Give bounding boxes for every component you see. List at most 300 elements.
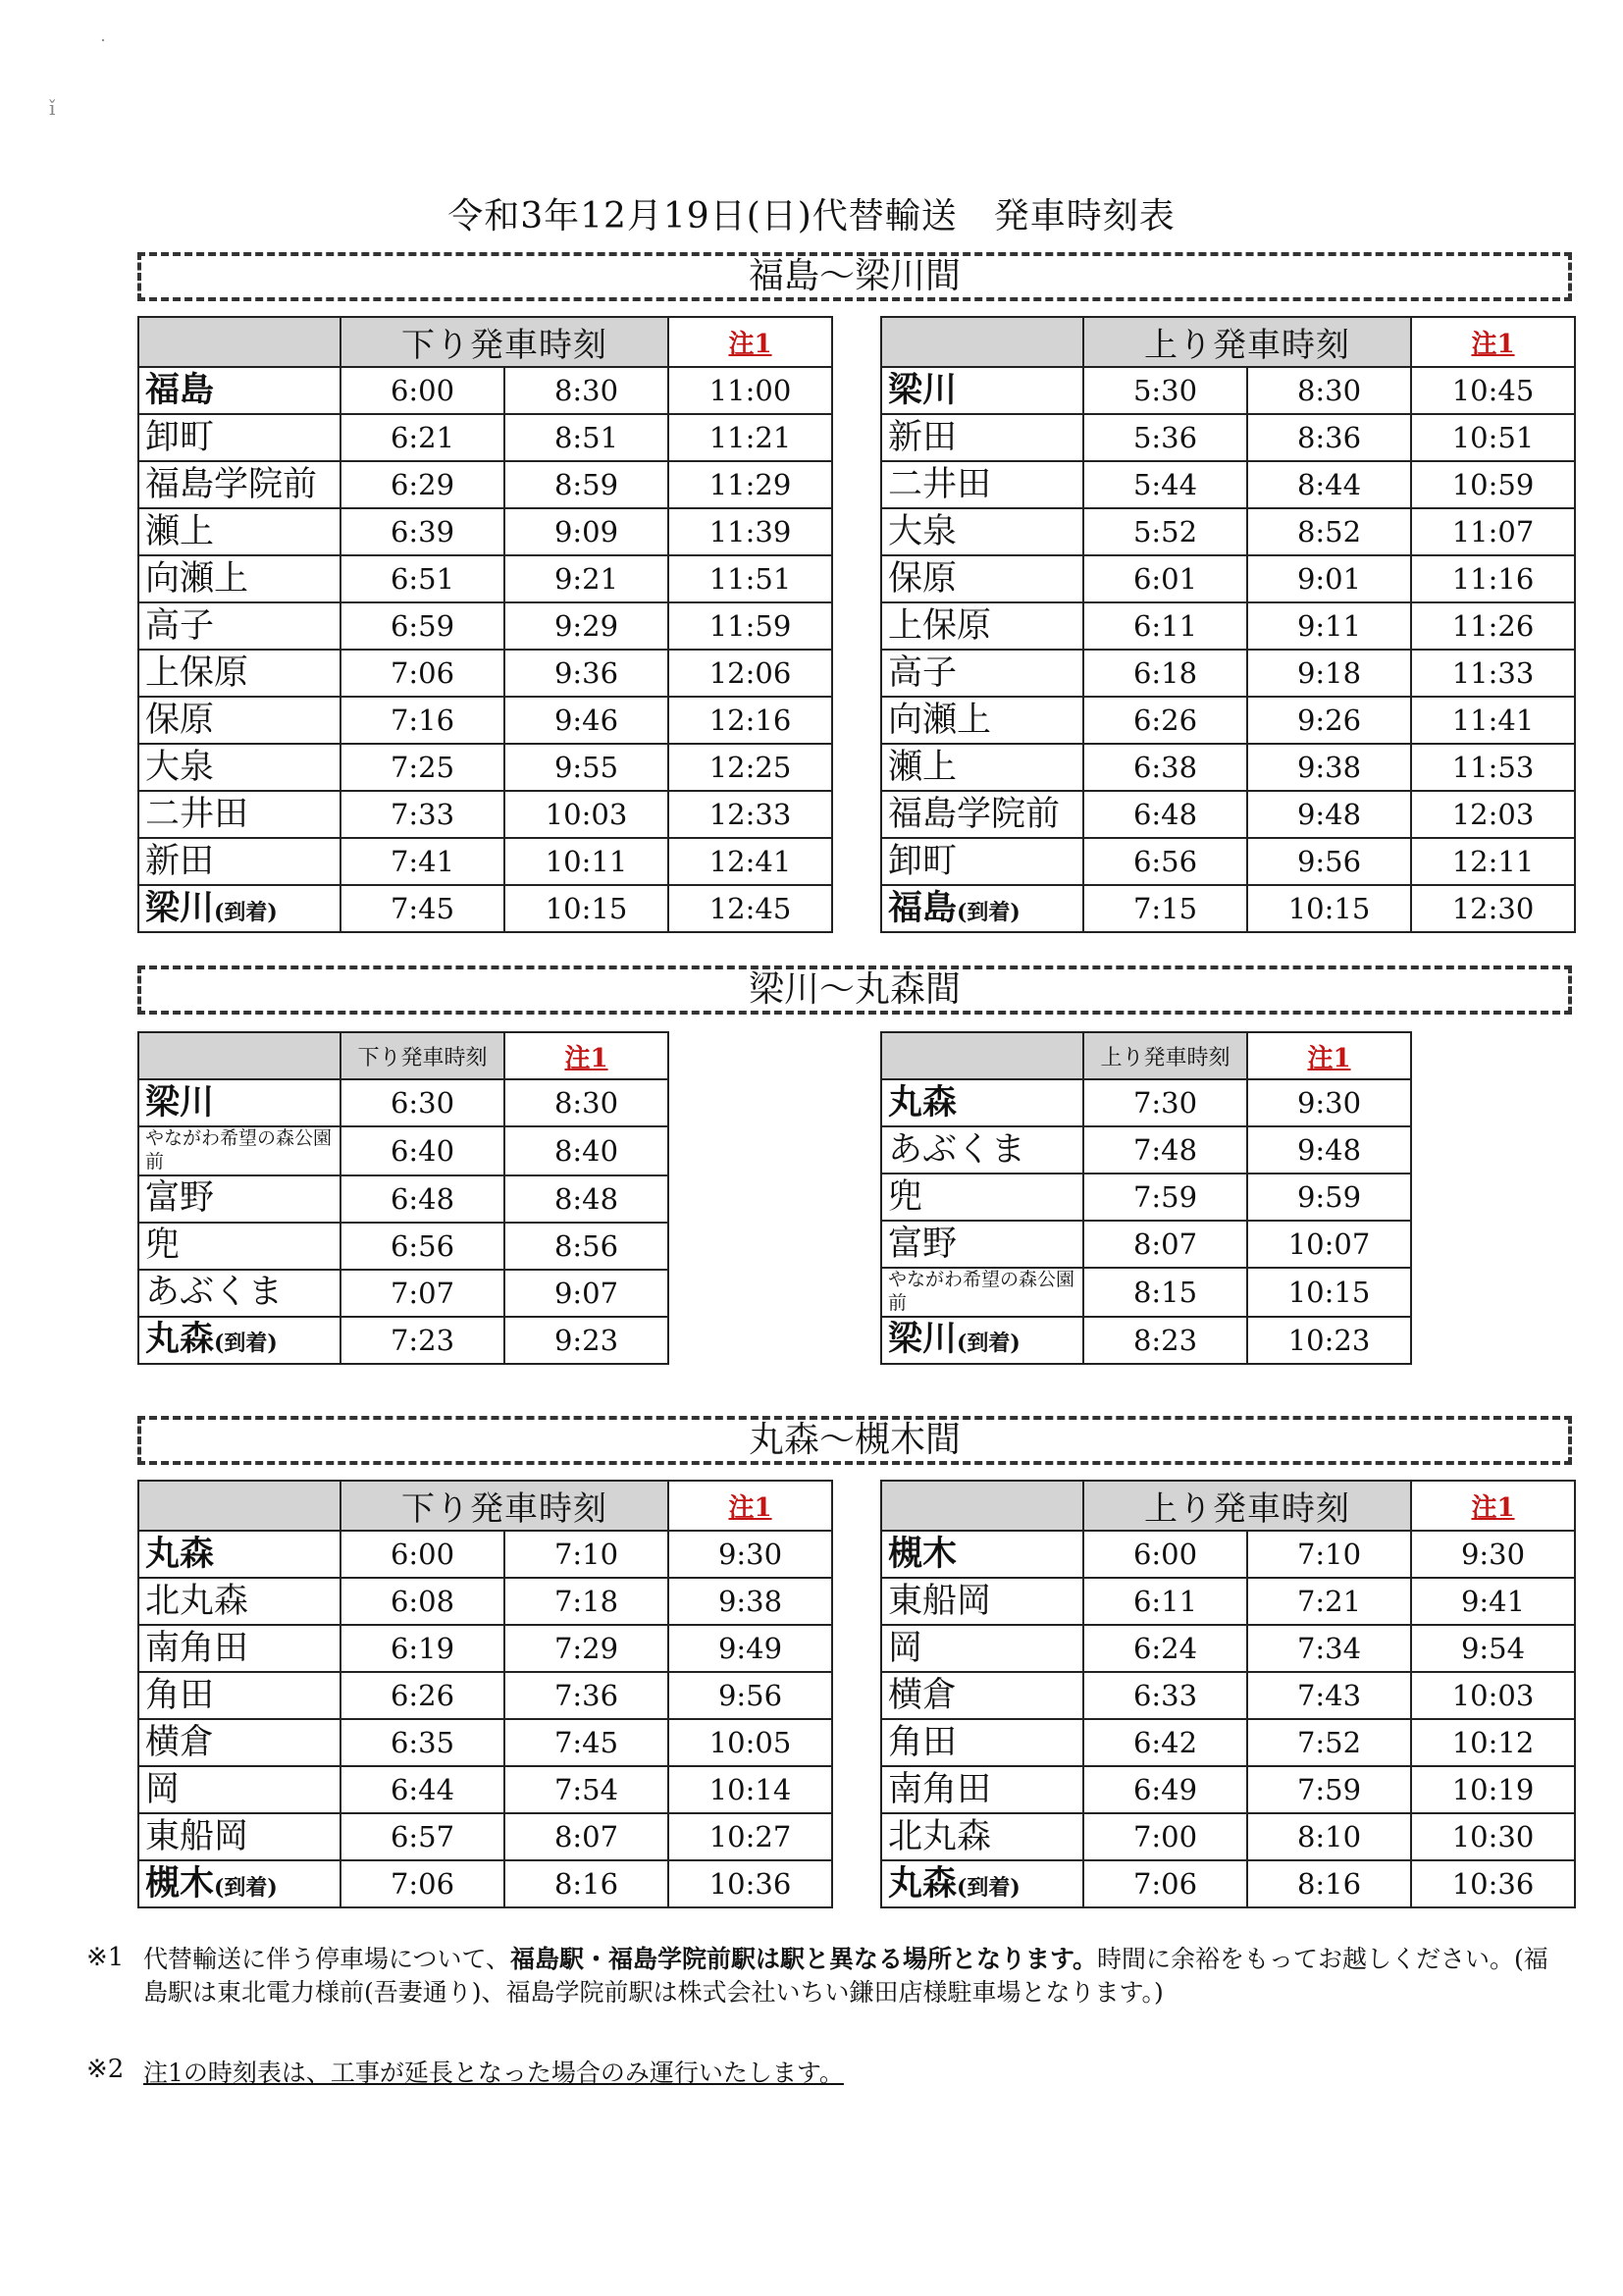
departure-time: 10:11 [504, 838, 668, 885]
station-cell [138, 1860, 340, 1907]
departure-time: 6:08 [340, 1578, 504, 1625]
station-name: 槻木 [145, 1862, 215, 1904]
departure-time: 10:36 [668, 1860, 832, 1907]
departure-time: 8:16 [1247, 1860, 1411, 1907]
station-cell [138, 1531, 340, 1578]
departure-time: 8:36 [1247, 414, 1411, 461]
timetable-up [880, 1031, 1412, 1365]
note-1-header: 注1 [668, 317, 832, 367]
header-blank-cell [138, 1032, 340, 1079]
timetable-row [138, 1766, 832, 1813]
station-name: 丸森 [145, 1533, 215, 1574]
departure-time: 7:43 [1247, 1672, 1411, 1719]
arrival-label: (到着) [957, 1331, 1021, 1357]
station-name: 兜 [888, 1176, 923, 1217]
timetable-row [138, 1223, 668, 1270]
station-cell [138, 1270, 340, 1317]
station-cell [881, 1719, 1083, 1766]
departure-time: 6:57 [340, 1813, 504, 1860]
departure-time: 8:07 [504, 1813, 668, 1860]
timetable-row [138, 791, 832, 838]
departure-time: 10:03 [1411, 1672, 1575, 1719]
departure-time: 6:30 [340, 1079, 504, 1126]
header-row [881, 1032, 1411, 1079]
departure-time: 6:21 [340, 414, 504, 461]
footnote-1 [143, 1943, 1556, 2009]
departure-time: 9:11 [1247, 602, 1411, 650]
departure-time: 6:11 [1083, 602, 1247, 650]
station-name: 梁川 [145, 1081, 215, 1122]
departure-time: 11:00 [668, 367, 832, 414]
departure-time: 12:41 [668, 838, 832, 885]
station-cell [138, 1126, 340, 1175]
departure-time: 6:38 [1083, 744, 1247, 791]
station-cell [138, 1079, 340, 1126]
departure-time: 6:29 [340, 461, 504, 508]
station-cell [138, 791, 340, 838]
station-cell [881, 1766, 1083, 1813]
timetable-row [881, 791, 1575, 838]
station-cell [881, 1126, 1083, 1174]
timetable-row [881, 1672, 1575, 1719]
departure-time: 7:16 [340, 697, 504, 744]
timetable-row [138, 838, 832, 885]
timetable-row [881, 1221, 1411, 1268]
station-cell [881, 1079, 1083, 1126]
station-name: 東船岡 [145, 1816, 249, 1856]
departure-time: 8:56 [504, 1223, 668, 1270]
departure-time: 9:48 [1247, 791, 1411, 838]
departure-time: 7:45 [504, 1719, 668, 1766]
station-cell [881, 508, 1083, 555]
station-name: 富野 [888, 1224, 958, 1264]
departure-time: 11:59 [668, 602, 832, 650]
departure-time: 6:56 [1083, 838, 1247, 885]
departure-time: 8:48 [504, 1175, 668, 1223]
timetable-row [881, 744, 1575, 791]
page-title: 令和3年12月19日(日)代替輸送 発車時刻表 [447, 196, 1176, 236]
station-name: 卸町 [888, 841, 958, 881]
departure-time: 8:15 [1083, 1268, 1247, 1317]
timetable-row [138, 650, 832, 697]
departure-time: 8:51 [504, 414, 668, 461]
timetable-row [138, 508, 832, 555]
departure-time: 10:14 [668, 1766, 832, 1813]
timetable-down [137, 1480, 833, 1908]
timetable-row [138, 744, 832, 791]
timetable-row [138, 1317, 668, 1364]
timetable-row [881, 1317, 1411, 1364]
station-name: 二井田 [888, 464, 992, 504]
departure-time: 9:38 [668, 1578, 832, 1625]
timetable-up [880, 316, 1576, 933]
departure-time: 8:10 [1247, 1813, 1411, 1860]
station-name: 向瀬上 [888, 700, 992, 740]
departure-time: 6:24 [1083, 1625, 1247, 1672]
departure-time: 12:25 [668, 744, 832, 791]
timetable-row [881, 697, 1575, 744]
station-name: あぶくま [888, 1129, 1026, 1170]
departure-time: 9:54 [1411, 1625, 1575, 1672]
departure-time: 7:06 [1083, 1860, 1247, 1907]
departure-time: 7:29 [504, 1625, 668, 1672]
departure-time: 9:36 [504, 650, 668, 697]
station-cell [881, 791, 1083, 838]
station-cell [881, 744, 1083, 791]
station-cell [138, 885, 340, 932]
station-name: 保原 [888, 558, 958, 599]
station-cell [138, 1223, 340, 1270]
scan-speck: ˙ [98, 35, 108, 59]
departure-time: 6:11 [1083, 1578, 1247, 1625]
timetable-row [881, 461, 1575, 508]
station-name: 二井田 [145, 794, 249, 834]
station-cell [138, 414, 340, 461]
header-row [138, 1481, 832, 1531]
departure-time: 7:54 [504, 1766, 668, 1813]
departure-time: 11:33 [1411, 650, 1575, 697]
departure-time: 12:16 [668, 697, 832, 744]
departure-time: 10:15 [1247, 1268, 1411, 1317]
header-blank-cell [138, 317, 340, 367]
departure-time: 6:01 [1083, 555, 1247, 602]
departure-time: 12:30 [1411, 885, 1575, 932]
station-name: 瀬上 [888, 747, 958, 787]
timetable-row [138, 885, 832, 932]
timetable-row [881, 1719, 1575, 1766]
departure-time: 8:44 [1247, 461, 1411, 508]
station-cell [881, 1625, 1083, 1672]
station-name: 丸森 [888, 1862, 958, 1904]
departure-time: 7:15 [1083, 885, 1247, 932]
station-cell [138, 1719, 340, 1766]
station-name: 槻木 [888, 1533, 958, 1574]
departure-time: 10:45 [1411, 367, 1575, 414]
departure-time: 10:07 [1247, 1221, 1411, 1268]
station-cell [881, 555, 1083, 602]
station-cell [881, 1221, 1083, 1268]
departure-time: 6:35 [340, 1719, 504, 1766]
station-name: 南角田 [145, 1628, 249, 1668]
station-cell [138, 367, 340, 414]
station-name: 保原 [145, 700, 215, 740]
departure-time: 8:40 [504, 1126, 668, 1175]
station-name: 卸町 [145, 417, 215, 457]
station-cell [881, 1268, 1083, 1317]
departure-time: 12:06 [668, 650, 832, 697]
station-cell [881, 1317, 1083, 1364]
station-cell [138, 697, 340, 744]
departure-time: 7:36 [504, 1672, 668, 1719]
timetable-row [881, 1531, 1575, 1578]
departure-time: 9:48 [1247, 1126, 1411, 1174]
timetable-row [138, 1270, 668, 1317]
departure-time: 9:59 [1247, 1174, 1411, 1221]
station-name: 福島学院前 [888, 794, 1061, 834]
departure-time: 9:56 [1247, 838, 1411, 885]
timetable-row [881, 1174, 1411, 1221]
footnote-1-bold: 福島駅・福島学院前駅は駅と異なる場所となります。 [510, 1945, 1098, 1973]
departure-time: 7:18 [504, 1578, 668, 1625]
direction-header: 上り発車時刻 [1083, 317, 1411, 367]
timetable-row [138, 1672, 832, 1719]
direction-header: 下り発車時刻 [340, 317, 668, 367]
departure-time: 7:06 [340, 650, 504, 697]
timetable-down [137, 316, 833, 933]
timetable-row [138, 602, 832, 650]
station-name: 丸森 [888, 1081, 958, 1122]
departure-time: 10:36 [1411, 1860, 1575, 1907]
departure-time: 10:05 [668, 1719, 832, 1766]
departure-time: 12:03 [1411, 791, 1575, 838]
note-1-header: 注1 [668, 1481, 832, 1531]
departure-time: 8:07 [1083, 1221, 1247, 1268]
station-name: 東船岡 [888, 1581, 992, 1621]
timetable-row [881, 367, 1575, 414]
timetable-row [138, 1531, 832, 1578]
departure-time: 7:33 [340, 791, 504, 838]
station-name: 富野 [145, 1178, 215, 1219]
departure-time: 6:26 [1083, 697, 1247, 744]
station-name: 新田 [888, 417, 958, 457]
station-cell [881, 697, 1083, 744]
departure-time: 6:00 [1083, 1531, 1247, 1578]
departure-time: 6:00 [340, 367, 504, 414]
timetable-row [138, 1860, 832, 1907]
station-name: 福島学院前 [145, 464, 318, 504]
departure-time: 7:10 [504, 1531, 668, 1578]
departure-time: 9:30 [668, 1531, 832, 1578]
station-name: 上保原 [888, 605, 992, 646]
station-name: やながわ希望の森公園前 [888, 1269, 1075, 1314]
direction-header: 下り発車時刻 [340, 1032, 504, 1079]
departure-time: 6:48 [1083, 791, 1247, 838]
timetable-row [138, 1813, 832, 1860]
header-blank-cell [881, 317, 1083, 367]
station-name: 高子 [888, 652, 958, 693]
departure-time: 11:07 [1411, 508, 1575, 555]
header-row [881, 1481, 1575, 1531]
timetable-row [138, 697, 832, 744]
departure-time: 11:51 [668, 555, 832, 602]
station-name: 大泉 [145, 747, 215, 787]
header-row [138, 317, 832, 367]
departure-time: 10:30 [1411, 1813, 1575, 1860]
section-banner: 丸森〜槻木間 [137, 1416, 1572, 1465]
departure-time: 10:12 [1411, 1719, 1575, 1766]
timetable-down [137, 1031, 669, 1365]
departure-time: 8:23 [1083, 1317, 1247, 1364]
note-1-header: 注1 [504, 1032, 668, 1079]
departure-time: 7:41 [340, 838, 504, 885]
departure-time: 8:52 [1247, 508, 1411, 555]
station-name: 福島 [145, 369, 215, 410]
station-name: 梁川 [888, 1319, 958, 1360]
station-name: 角田 [145, 1675, 215, 1715]
departure-time: 12:11 [1411, 838, 1575, 885]
departure-time: 9:38 [1247, 744, 1411, 791]
departure-time: 7:48 [1083, 1126, 1247, 1174]
departure-time: 7:06 [340, 1860, 504, 1907]
timetable-row [138, 1175, 668, 1223]
station-cell [881, 838, 1083, 885]
timetable-up [880, 1480, 1576, 1908]
direction-header: 下り発車時刻 [340, 1481, 668, 1531]
timetable-row [881, 650, 1575, 697]
departure-time: 7:21 [1247, 1578, 1411, 1625]
departure-time: 11:29 [668, 461, 832, 508]
departure-time: 9:30 [1247, 1079, 1411, 1126]
arrival-label: (到着) [214, 1331, 278, 1357]
section-banner: 梁川〜丸森間 [137, 965, 1572, 1015]
departure-time: 8:30 [504, 367, 668, 414]
timetable-row [881, 555, 1575, 602]
station-cell [138, 1625, 340, 1672]
departure-time: 11:16 [1411, 555, 1575, 602]
header-row [138, 1032, 668, 1079]
station-name: あぶくま [145, 1273, 284, 1313]
station-cell [138, 555, 340, 602]
footnote-1-mark: ※1 [86, 1943, 125, 1972]
timetable-row [138, 414, 832, 461]
arrival-label: (到着) [214, 1874, 278, 1901]
departure-time: 12:33 [668, 791, 832, 838]
departure-time: 10:51 [1411, 414, 1575, 461]
station-cell [138, 1766, 340, 1813]
station-name: 高子 [145, 605, 215, 646]
station-name: 向瀬上 [145, 558, 249, 599]
station-name: 丸森 [145, 1319, 215, 1360]
departure-time: 5:52 [1083, 508, 1247, 555]
timetable-row [881, 1625, 1575, 1672]
timetable-row [881, 885, 1575, 932]
arrival-label: (到着) [957, 1874, 1021, 1901]
departure-time: 6:49 [1083, 1766, 1247, 1813]
timetable-row [881, 1860, 1575, 1907]
station-cell [138, 1813, 340, 1860]
timetable-row [881, 508, 1575, 555]
departure-time: 9:01 [1247, 555, 1411, 602]
arrival-label: (到着) [214, 899, 278, 925]
timetable-row [138, 1079, 668, 1126]
station-cell [881, 650, 1083, 697]
station-cell [881, 1860, 1083, 1907]
departure-time: 6:44 [340, 1766, 504, 1813]
departure-time: 9:23 [504, 1317, 668, 1364]
station-cell [138, 1317, 340, 1364]
station-name: 南角田 [888, 1769, 992, 1809]
station-cell [138, 602, 340, 650]
departure-time: 10:19 [1411, 1766, 1575, 1813]
station-cell [138, 508, 340, 555]
departure-time: 11:26 [1411, 602, 1575, 650]
station-cell [881, 602, 1083, 650]
timetable-row [881, 1578, 1575, 1625]
departure-time: 7:30 [1083, 1079, 1247, 1126]
departure-time: 7:07 [340, 1270, 504, 1317]
departure-time: 9:30 [1411, 1531, 1575, 1578]
station-name: やながわ希望の森公園前 [145, 1127, 333, 1173]
departure-time: 10:59 [1411, 461, 1575, 508]
station-name: 横倉 [145, 1722, 215, 1762]
departure-time: 12:45 [668, 885, 832, 932]
timetable-row [138, 461, 832, 508]
timetable-row [138, 1578, 832, 1625]
departure-time: 9:46 [504, 697, 668, 744]
station-name: 岡 [145, 1769, 181, 1809]
footnote-2-mark: ※2 [86, 2055, 125, 2084]
departure-time: 6:18 [1083, 650, 1247, 697]
departure-time: 11:21 [668, 414, 832, 461]
departure-time: 9:09 [504, 508, 668, 555]
station-name: 角田 [888, 1722, 958, 1762]
departure-time: 5:30 [1083, 367, 1247, 414]
departure-time: 9:55 [504, 744, 668, 791]
departure-time: 11:53 [1411, 744, 1575, 791]
station-cell [881, 461, 1083, 508]
departure-time: 7:34 [1247, 1625, 1411, 1672]
departure-time: 8:30 [1247, 367, 1411, 414]
station-cell [881, 1672, 1083, 1719]
header-blank-cell [881, 1481, 1083, 1531]
footnote-1-text-b: 時間に余裕をもってお越しください。(福島駅は東北電力様前(吾妻通り)、福島学院前駅は株式会社いちい鎌田店様駐車場となります。) [143, 1945, 1548, 2007]
timetable-row [138, 367, 832, 414]
timetable-row [881, 1126, 1411, 1174]
departure-time: 9:26 [1247, 697, 1411, 744]
station-cell [138, 838, 340, 885]
footnote-1-text-a: 代替輸送に伴う停車場について、 [143, 1945, 511, 1973]
station-name: 岡 [888, 1628, 923, 1668]
timetable-row [881, 1268, 1411, 1317]
departure-time: 10:15 [504, 885, 668, 932]
note-1-header: 注1 [1411, 1481, 1575, 1531]
timetable-row [138, 1126, 668, 1175]
station-cell [138, 1175, 340, 1223]
timetable-row [881, 1079, 1411, 1126]
header-blank-cell [881, 1032, 1083, 1079]
timetable-row [881, 838, 1575, 885]
header-blank-cell [138, 1481, 340, 1531]
departure-time: 7:45 [340, 885, 504, 932]
departure-time: 7:25 [340, 744, 504, 791]
timetable-row [138, 1625, 832, 1672]
station-cell [881, 1531, 1083, 1578]
departure-time: 9:49 [668, 1625, 832, 1672]
departure-time: 9:21 [504, 555, 668, 602]
station-cell [881, 1578, 1083, 1625]
departure-time: 7:59 [1247, 1766, 1411, 1813]
departure-time: 8:59 [504, 461, 668, 508]
departure-time: 11:41 [1411, 697, 1575, 744]
departure-time: 8:30 [504, 1079, 668, 1126]
departure-time: 9:56 [668, 1672, 832, 1719]
station-name: 梁川 [888, 369, 958, 410]
station-name: 大泉 [888, 511, 958, 551]
station-cell [881, 414, 1083, 461]
direction-header: 上り発車時刻 [1083, 1481, 1411, 1531]
departure-time: 6:42 [1083, 1719, 1247, 1766]
departure-time: 7:59 [1083, 1174, 1247, 1221]
departure-time: 5:36 [1083, 414, 1247, 461]
scan-speck: ǐ [49, 96, 56, 120]
departure-time: 9:29 [504, 602, 668, 650]
station-name: 北丸森 [888, 1816, 992, 1856]
station-cell [138, 650, 340, 697]
station-name: 北丸森 [145, 1581, 249, 1621]
timetable-row [881, 1766, 1575, 1813]
departure-time: 9:41 [1411, 1578, 1575, 1625]
timetable-row [881, 1813, 1575, 1860]
